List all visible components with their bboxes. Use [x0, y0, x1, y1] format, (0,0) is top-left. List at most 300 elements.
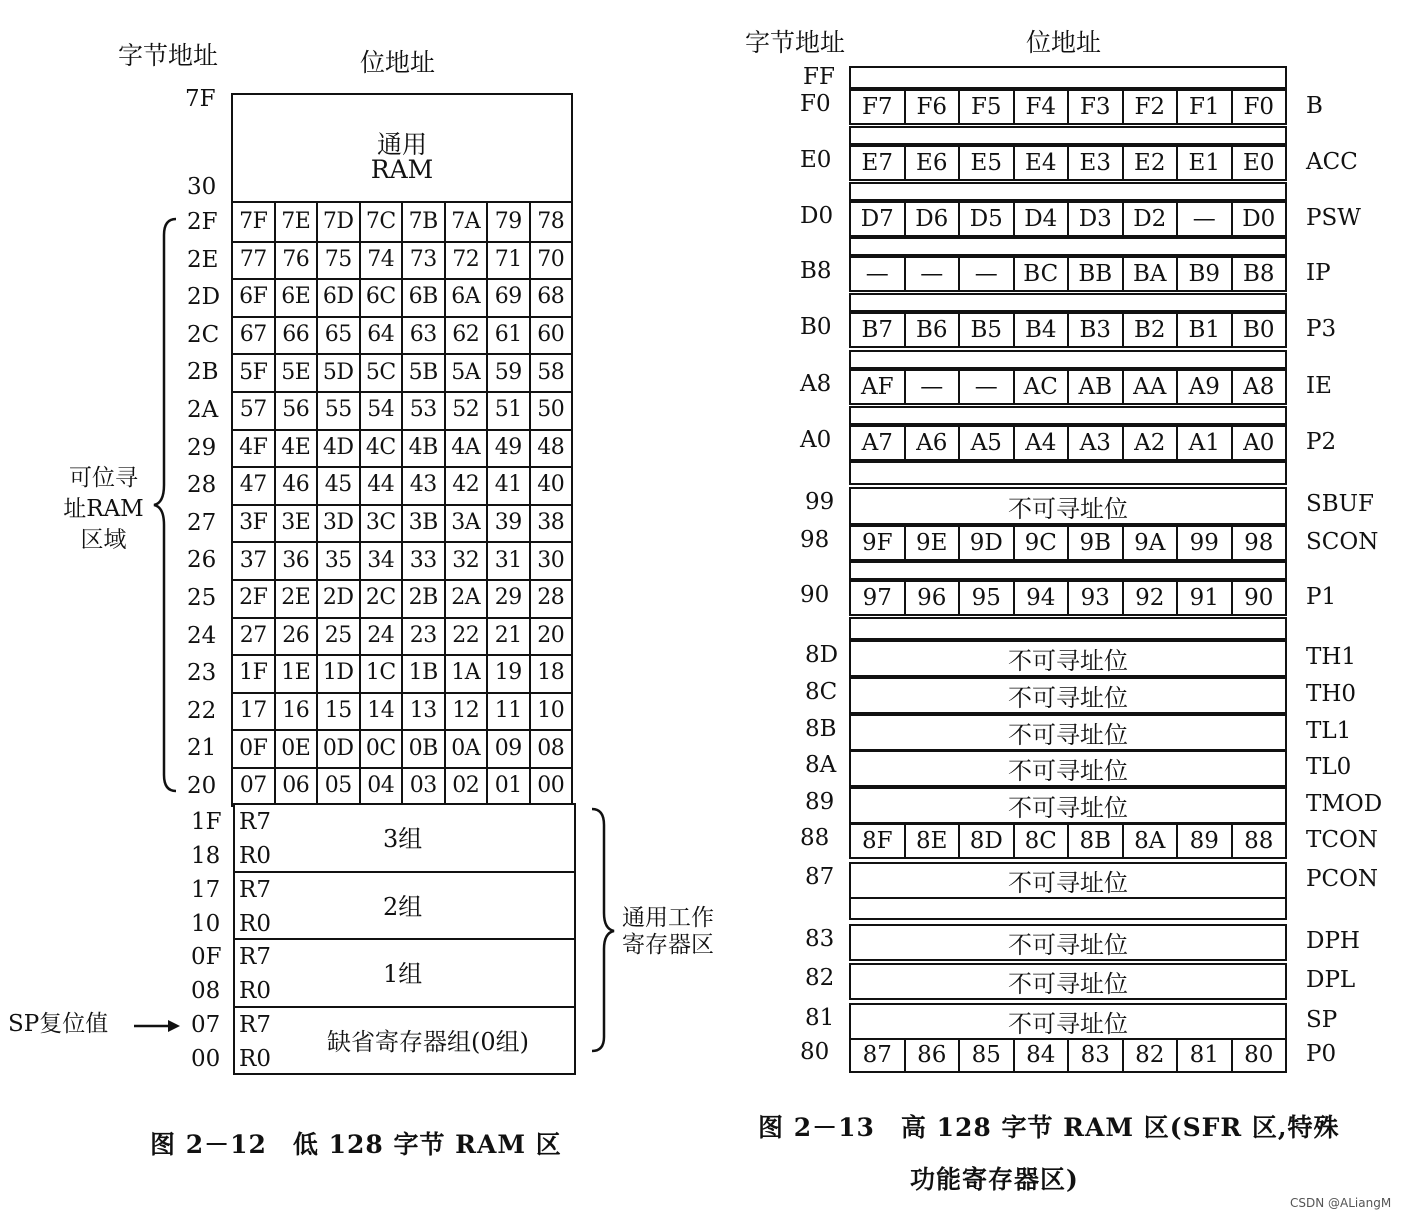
byte-address-label: 2E	[187, 246, 219, 273]
sfr-bit-cell: A1	[1178, 427, 1233, 459]
sfr-non-bit-register: 不可寻址位	[849, 787, 1287, 824]
addr-30: 30	[187, 174, 217, 200]
sfr-non-bit-register: 不可寻址位	[849, 963, 1287, 1000]
sfr-register-name: P1	[1306, 584, 1337, 610]
sfr-non-bit-register: 不可寻址位	[849, 640, 1287, 677]
sfr-bit-cell: 88	[1244, 828, 1274, 854]
sfr-bit-cell: B4	[1015, 314, 1070, 346]
sfr-bit-cell: —	[906, 258, 961, 290]
bit-area-brace	[150, 215, 180, 795]
sfr-register-name: IE	[1306, 373, 1332, 399]
sfr-non-bit-register: 不可寻址位	[849, 487, 1287, 525]
bit-address-cell: 19	[488, 654, 531, 692]
byte-address-label: 26	[187, 547, 217, 574]
sfr-bit-cell: A3	[1069, 427, 1124, 459]
bit-area-label-line1: 可位寻	[69, 465, 138, 491]
bit-address-cell: 46	[276, 466, 319, 504]
bit-address-row	[231, 316, 573, 356]
bit-address-cell: 34	[361, 541, 404, 579]
bit-address-cell: 76	[276, 241, 319, 279]
sfr-bit-cell: D6	[906, 203, 961, 235]
sfr-non-bit-register: 不可寻址位	[849, 677, 1287, 714]
bit-address-row	[231, 541, 573, 581]
bit-address-cell: 55	[318, 391, 361, 429]
general-ram-label-2: RAM	[370, 155, 434, 184]
sfr-address-label: 81	[805, 1005, 835, 1031]
sfr-bit-cell: 82	[1124, 1039, 1179, 1071]
sfr-bit-cell: BC	[1015, 258, 1070, 290]
bit-address-cell: 36	[276, 541, 319, 579]
sfr-caption-line2: 功能寄存器区)	[910, 1165, 1079, 1194]
bit-address-cell: 26	[276, 617, 319, 655]
sfr-bit-cell: B8	[1242, 261, 1275, 287]
sfr-bit-cell: 91	[1178, 582, 1233, 614]
byte-address-label: 24	[187, 622, 217, 649]
register-r0-label: R0	[239, 910, 271, 937]
byte-address-label: 0F	[191, 944, 222, 970]
bit-address-cell: 5B	[403, 353, 446, 391]
register-bank	[233, 938, 576, 1008]
bit-address-cell: 47	[233, 466, 276, 504]
low-bit-address-header: 位地址	[360, 48, 436, 77]
sfr-non-bit-register: 不可寻址位	[849, 750, 1287, 787]
sfr-bit-cell: —	[960, 258, 1015, 290]
byte-address-label: 10	[191, 910, 221, 937]
bit-address-cell: 68	[537, 284, 565, 310]
sfr-bit-cell: E7	[851, 147, 906, 179]
sp-reset-label: SP复位值	[8, 1011, 109, 1037]
register-bank-name: 3组	[383, 825, 423, 853]
bit-address-cell: 50	[537, 397, 565, 423]
bit-address-cell: 4C	[361, 429, 404, 467]
byte-address-label: 25	[187, 585, 217, 611]
bit-address-cell: 10	[537, 698, 565, 724]
bit-address-cell: 2D	[318, 579, 361, 617]
register-bank-name: 缺省寄存器组(0组)	[327, 1027, 529, 1056]
sfr-bit-cell: 85	[960, 1039, 1015, 1071]
bit-address-row	[231, 278, 573, 318]
register-bank-name: 2组	[383, 892, 423, 921]
bit-address-cell: 77	[233, 241, 276, 279]
bit-address-cell: 21	[488, 617, 531, 655]
bit-address-cell: 69	[488, 278, 531, 316]
bit-address-cell: 51	[488, 391, 531, 429]
bit-address-cell: 0C	[361, 729, 404, 767]
register-r7-label: R7	[239, 1011, 271, 1038]
bit-address-cell: 3B	[403, 504, 446, 542]
bit-address-cell: 62	[446, 316, 489, 354]
sfr-address-label: 90	[800, 582, 830, 608]
addr-FF: FF	[803, 64, 835, 90]
register-area-label-line1: 通用工作	[622, 905, 714, 931]
register-r0-label: R0	[239, 978, 271, 1004]
bit-address-cell: 4B	[403, 429, 446, 467]
bit-address-cell: 7B	[403, 203, 446, 241]
bit-address-cell: 37	[233, 541, 276, 579]
sfr-bit-cell: D5	[960, 203, 1015, 235]
sfr-bit-cell: 92	[1124, 582, 1179, 614]
bit-address-cell: 4A	[446, 429, 489, 467]
sfr-address-label: D0	[800, 203, 834, 229]
bit-address-cell: 63	[403, 316, 446, 354]
sfr-bit-cell: 8B	[1069, 825, 1124, 857]
sfr-bit-cell: 97	[851, 582, 906, 614]
bit-address-cell: 41	[488, 466, 531, 504]
bit-address-cell: 2F	[233, 579, 276, 617]
sfr-bit-cell: 99	[1178, 527, 1233, 559]
high-bit-address-header: 位地址	[1026, 28, 1102, 57]
bit-address-cell: 3D	[318, 504, 361, 542]
sfr-bit-cell: AF	[851, 371, 906, 403]
bit-address-cell: 6C	[361, 278, 404, 316]
sfr-bit-cell: 83	[1069, 1039, 1124, 1071]
bit-address-cell: 31	[488, 541, 531, 579]
low-byte-address-header: 字节地址	[118, 41, 219, 70]
sfr-non-bit-register: 不可寻址位	[849, 862, 1287, 899]
sfr-bit-cell: A8	[1243, 374, 1275, 400]
bit-address-cell: 2E	[276, 579, 319, 617]
sfr-register-name: TH1	[1306, 644, 1357, 670]
sfr-bit-cell: 9A	[1124, 527, 1179, 559]
bit-address-cell: 02	[446, 767, 489, 805]
sfr-register-name: DPL	[1306, 967, 1356, 993]
sfr-unused-strip	[849, 66, 1287, 89]
register-r7-label: R7	[239, 944, 271, 970]
sfr-address-label: 89	[805, 789, 835, 815]
bit-address-row	[231, 203, 573, 243]
bit-address-cell: 60	[537, 322, 565, 348]
sfr-bit-cell: 9B	[1069, 527, 1124, 559]
sfr-bit-cell: A2	[1124, 427, 1179, 459]
bit-address-cell: 48	[537, 434, 565, 460]
register-r7-label: R7	[239, 876, 271, 903]
bit-address-row	[231, 617, 573, 657]
bit-address-cell: 28	[537, 585, 565, 611]
bit-address-cell: 1A	[446, 654, 489, 692]
sfr-bit-cell: 95	[960, 582, 1015, 614]
bit-address-row	[231, 767, 573, 807]
sfr-bit-cell: A4	[1015, 427, 1070, 459]
sfr-address-label: 80	[800, 1039, 830, 1065]
sfr-unused-strip	[849, 461, 1287, 485]
sfr-bit-register-row	[849, 580, 1287, 616]
bit-address-cell: 65	[318, 316, 361, 354]
bit-address-row	[231, 466, 573, 506]
sfr-bit-cell: E3	[1069, 147, 1124, 179]
sfr-address-label: A0	[800, 427, 832, 453]
sfr-unused-strip	[849, 617, 1287, 640]
sfr-bit-cell: B6	[906, 314, 961, 346]
sfr-bit-cell: A9	[1178, 371, 1233, 403]
bit-address-cell: 12	[446, 692, 489, 730]
sfr-unused-strip	[849, 293, 1287, 312]
bit-address-cell: 38	[537, 510, 565, 536]
bit-address-cell: 72	[446, 241, 489, 279]
sfr-register-name: P3	[1306, 316, 1337, 342]
sfr-address-label: 82	[805, 965, 835, 991]
byte-address-label: 27	[187, 509, 217, 536]
bit-address-cell: 3A	[446, 504, 489, 542]
sfr-bit-cell: E5	[960, 147, 1015, 179]
low-ram-caption: 图 2－12 低 128 字节 RAM 区	[150, 1130, 562, 1159]
register-area-label-line2: 寄存器区	[622, 932, 714, 958]
bit-address-cell: 75	[318, 241, 361, 279]
sfr-register-name: TL1	[1306, 718, 1352, 744]
bit-address-cell: 20	[537, 622, 565, 648]
sfr-register-name: SBUF	[1306, 491, 1375, 517]
sfr-register-name: TCON	[1306, 827, 1378, 853]
sfr-bit-cell: 90	[1244, 585, 1274, 611]
bit-address-cell: 1D	[318, 654, 361, 692]
bit-address-cell: 5E	[276, 353, 319, 391]
bit-address-cell: 15	[318, 692, 361, 730]
sfr-bit-cell: D3	[1069, 203, 1124, 235]
sfr-bit-cell: B3	[1069, 314, 1124, 346]
sfr-bit-cell: —	[906, 371, 961, 403]
sfr-bit-cell: —	[960, 371, 1015, 403]
bit-address-cell: 06	[276, 767, 319, 805]
sfr-address-label: A8	[800, 371, 832, 397]
byte-address-label: 2F	[187, 209, 218, 235]
byte-address-label: 2D	[187, 284, 221, 311]
bit-address-cell: 17	[233, 692, 276, 730]
sfr-bit-cell: AB	[1069, 371, 1124, 403]
bit-address-row	[231, 504, 573, 544]
sfr-unused-strip	[849, 350, 1287, 369]
bit-address-cell: 5C	[361, 353, 404, 391]
sfr-bit-cell: F0	[1243, 94, 1275, 120]
bit-address-cell: 56	[276, 391, 319, 429]
bit-address-cell: 3E	[276, 504, 319, 542]
bit-address-cell: 07	[233, 767, 276, 805]
byte-address-label: 20	[187, 773, 217, 799]
sfr-register-name: DPH	[1306, 928, 1360, 954]
sfr-bit-register-row	[849, 89, 1287, 125]
bit-address-cell: 0D	[318, 729, 361, 767]
sfr-bit-cell: BA	[1124, 258, 1179, 290]
bit-area-label-line2: 址RAM	[63, 496, 144, 522]
byte-address-label: 29	[187, 434, 217, 461]
bit-address-cell: 01	[488, 767, 531, 805]
sfr-bit-cell: D2	[1124, 203, 1179, 235]
byte-address-label: 2A	[187, 397, 219, 423]
sfr-unused-strip	[849, 126, 1287, 145]
sfr-bit-cell: 8D	[960, 825, 1015, 857]
bit-address-cell: 1E	[276, 654, 319, 692]
bit-address-cell: 29	[488, 579, 531, 617]
sfr-register-name: PCON	[1306, 866, 1379, 892]
sfr-caption-line1: 图 2－13 高 128 字节 RAM 区(SFR 区,特殊	[758, 1113, 1340, 1142]
bit-address-cell: 52	[446, 391, 489, 429]
bit-address-cell: 64	[361, 316, 404, 354]
sfr-bit-cell: 84	[1015, 1039, 1070, 1071]
sfr-bit-cell: 96	[906, 582, 961, 614]
bit-address-cell: 5D	[318, 353, 361, 391]
register-r7-label: R7	[239, 809, 271, 835]
bit-address-cell: 4E	[276, 429, 319, 467]
bit-area-label-line3: 区域	[80, 527, 127, 553]
sfr-bit-cell: B0	[1242, 317, 1275, 343]
sfr-bit-register-row	[849, 525, 1287, 561]
sfr-unused-strip	[849, 182, 1287, 201]
sfr-address-label: 87	[805, 864, 835, 890]
byte-address-label: 23	[187, 660, 217, 687]
bit-address-cell: 4D	[318, 429, 361, 467]
sfr-bit-cell: 98	[1244, 530, 1274, 556]
general-ram-label-1: 通用	[376, 130, 427, 159]
byte-address-label: 00	[191, 1045, 221, 1072]
sfr-bit-cell: 9C	[1015, 527, 1070, 559]
watermark: CSDN @ALiangM	[1290, 1196, 1392, 1210]
bit-address-cell: 7D	[318, 203, 361, 241]
sfr-unused-strip	[849, 561, 1287, 580]
bit-address-cell: 2A	[446, 579, 489, 617]
sfr-unused-strip	[849, 237, 1287, 256]
bit-address-cell: 61	[488, 316, 531, 354]
sfr-bit-cell: 8A	[1124, 825, 1179, 857]
bit-address-cell: 58	[537, 359, 565, 385]
register-bank	[233, 871, 576, 941]
bit-address-cell: 7C	[361, 203, 404, 241]
sfr-bit-cell: D4	[1015, 203, 1070, 235]
bit-address-cell: 45	[318, 466, 361, 504]
register-r0-label: R0	[239, 1045, 271, 1072]
sfr-unused-strip	[849, 897, 1287, 920]
sfr-non-bit-register: 不可寻址位	[849, 1003, 1287, 1040]
bit-address-cell: 73	[403, 241, 446, 279]
bit-address-cell: 1B	[403, 654, 446, 692]
bit-address-cell: 39	[488, 504, 531, 542]
bit-address-row	[231, 241, 573, 281]
bit-address-cell: 74	[361, 241, 404, 279]
sfr-address-label: F0	[800, 91, 831, 117]
bit-address-cell: 04	[361, 767, 404, 805]
bit-address-cell: 70	[537, 246, 565, 272]
byte-address-label: 07	[191, 1011, 221, 1038]
sfr-bit-cell: AA	[1124, 371, 1179, 403]
sfr-bit-cell: D7	[851, 203, 906, 235]
sfr-bit-cell: 8C	[1015, 825, 1070, 857]
sfr-bit-register-row	[849, 312, 1287, 348]
byte-address-label: 18	[191, 843, 221, 869]
bit-address-cell: 57	[233, 391, 276, 429]
sfr-bit-cell: F6	[906, 91, 961, 123]
sfr-bit-cell: A5	[960, 427, 1015, 459]
sfr-register-name: IP	[1306, 260, 1331, 286]
bit-address-cell: 0F	[233, 729, 276, 767]
byte-address-label: 08	[191, 978, 221, 1004]
bit-address-cell: 35	[318, 541, 361, 579]
sfr-bit-cell: 80	[1244, 1042, 1274, 1068]
sfr-bit-cell: —	[851, 258, 906, 290]
sfr-bit-cell: E1	[1178, 147, 1233, 179]
sfr-bit-cell: F5	[960, 91, 1015, 123]
bit-address-cell: 5F	[233, 353, 276, 391]
sfr-bit-cell: BB	[1069, 258, 1124, 290]
sfr-bit-cell: —	[1178, 203, 1233, 235]
general-ram-block	[231, 93, 573, 203]
bit-address-cell: 43	[403, 466, 446, 504]
sfr-bit-cell: E6	[906, 147, 961, 179]
sfr-address-label: B0	[800, 314, 832, 340]
bit-address-cell: 6B	[403, 278, 446, 316]
bit-address-cell: 1F	[233, 654, 276, 692]
sfr-bit-register-row	[849, 425, 1287, 461]
sfr-bit-register-row	[849, 145, 1287, 181]
bit-address-cell: 30	[537, 547, 565, 573]
bit-address-cell: 03	[403, 767, 446, 805]
byte-address-label: 28	[187, 472, 217, 499]
sfr-bit-cell: 81	[1178, 1039, 1233, 1071]
sfr-bit-cell: F3	[1069, 91, 1124, 123]
sfr-address-label: 8D	[805, 642, 839, 668]
bit-address-row	[231, 579, 573, 619]
sfr-register-name: SP	[1306, 1007, 1338, 1033]
sfr-bit-cell: A0	[1243, 430, 1275, 456]
sfr-register-name: B	[1306, 93, 1323, 119]
sfr-register-name: SCON	[1306, 529, 1379, 555]
sfr-bit-cell: B9	[1178, 258, 1233, 290]
addr-7F: 7F	[185, 86, 216, 112]
bit-address-cell: 40	[537, 472, 565, 498]
bit-address-cell: 25	[318, 617, 361, 655]
sfr-register-name: TL0	[1306, 754, 1352, 780]
bit-address-cell: 14	[361, 692, 404, 730]
bit-address-cell: 22	[446, 617, 489, 655]
register-bank	[233, 1006, 576, 1076]
bit-address-cell: 59	[488, 353, 531, 391]
sfr-register-name: P0	[1306, 1041, 1337, 1067]
sfr-non-bit-register: 不可寻址位	[849, 714, 1287, 751]
bit-address-cell: 24	[361, 617, 404, 655]
sfr-address-label: 99	[805, 489, 835, 515]
sfr-bit-cell: 89	[1178, 825, 1233, 857]
sfr-bit-cell: 8E	[906, 825, 961, 857]
sfr-address-label: 8B	[805, 716, 837, 742]
bit-address-cell: 6A	[446, 278, 489, 316]
bit-address-cell: 7E	[276, 203, 319, 241]
sfr-bit-cell: D0	[1242, 206, 1276, 232]
sfr-bit-cell: B2	[1124, 314, 1179, 346]
sfr-non-bit-register: 不可寻址位	[849, 924, 1287, 961]
bit-address-cell: 7A	[446, 203, 489, 241]
bit-address-cell: 05	[318, 767, 361, 805]
byte-address-label: 2B	[187, 359, 219, 386]
sfr-register-name: P2	[1306, 429, 1337, 455]
bit-address-cell: 0B	[403, 729, 446, 767]
sfr-bit-cell: 86	[906, 1039, 961, 1071]
bit-address-row	[231, 654, 573, 694]
register-r0-label: R0	[239, 843, 271, 869]
bit-address-cell: 53	[403, 391, 446, 429]
bit-address-cell: 2C	[361, 579, 404, 617]
sfr-bit-cell: 9F	[851, 527, 906, 559]
bit-address-cell: 0A	[446, 729, 489, 767]
sfr-bit-register-row	[849, 823, 1287, 859]
sfr-bit-cell: 87	[851, 1039, 906, 1071]
bit-address-cell: 4F	[233, 429, 276, 467]
sfr-address-label: E0	[800, 147, 832, 173]
sfr-bit-cell: F4	[1015, 91, 1070, 123]
bit-area-label	[56, 463, 151, 556]
sfr-bit-register-row	[849, 201, 1287, 237]
sfr-address-label: 8A	[805, 752, 837, 778]
sfr-register-name: ACC	[1306, 149, 1358, 175]
bit-address-cell: 6E	[276, 278, 319, 316]
sfr-bit-cell: 9D	[960, 527, 1015, 559]
bit-address-row	[231, 391, 573, 431]
bit-address-cell: 78	[537, 209, 565, 235]
